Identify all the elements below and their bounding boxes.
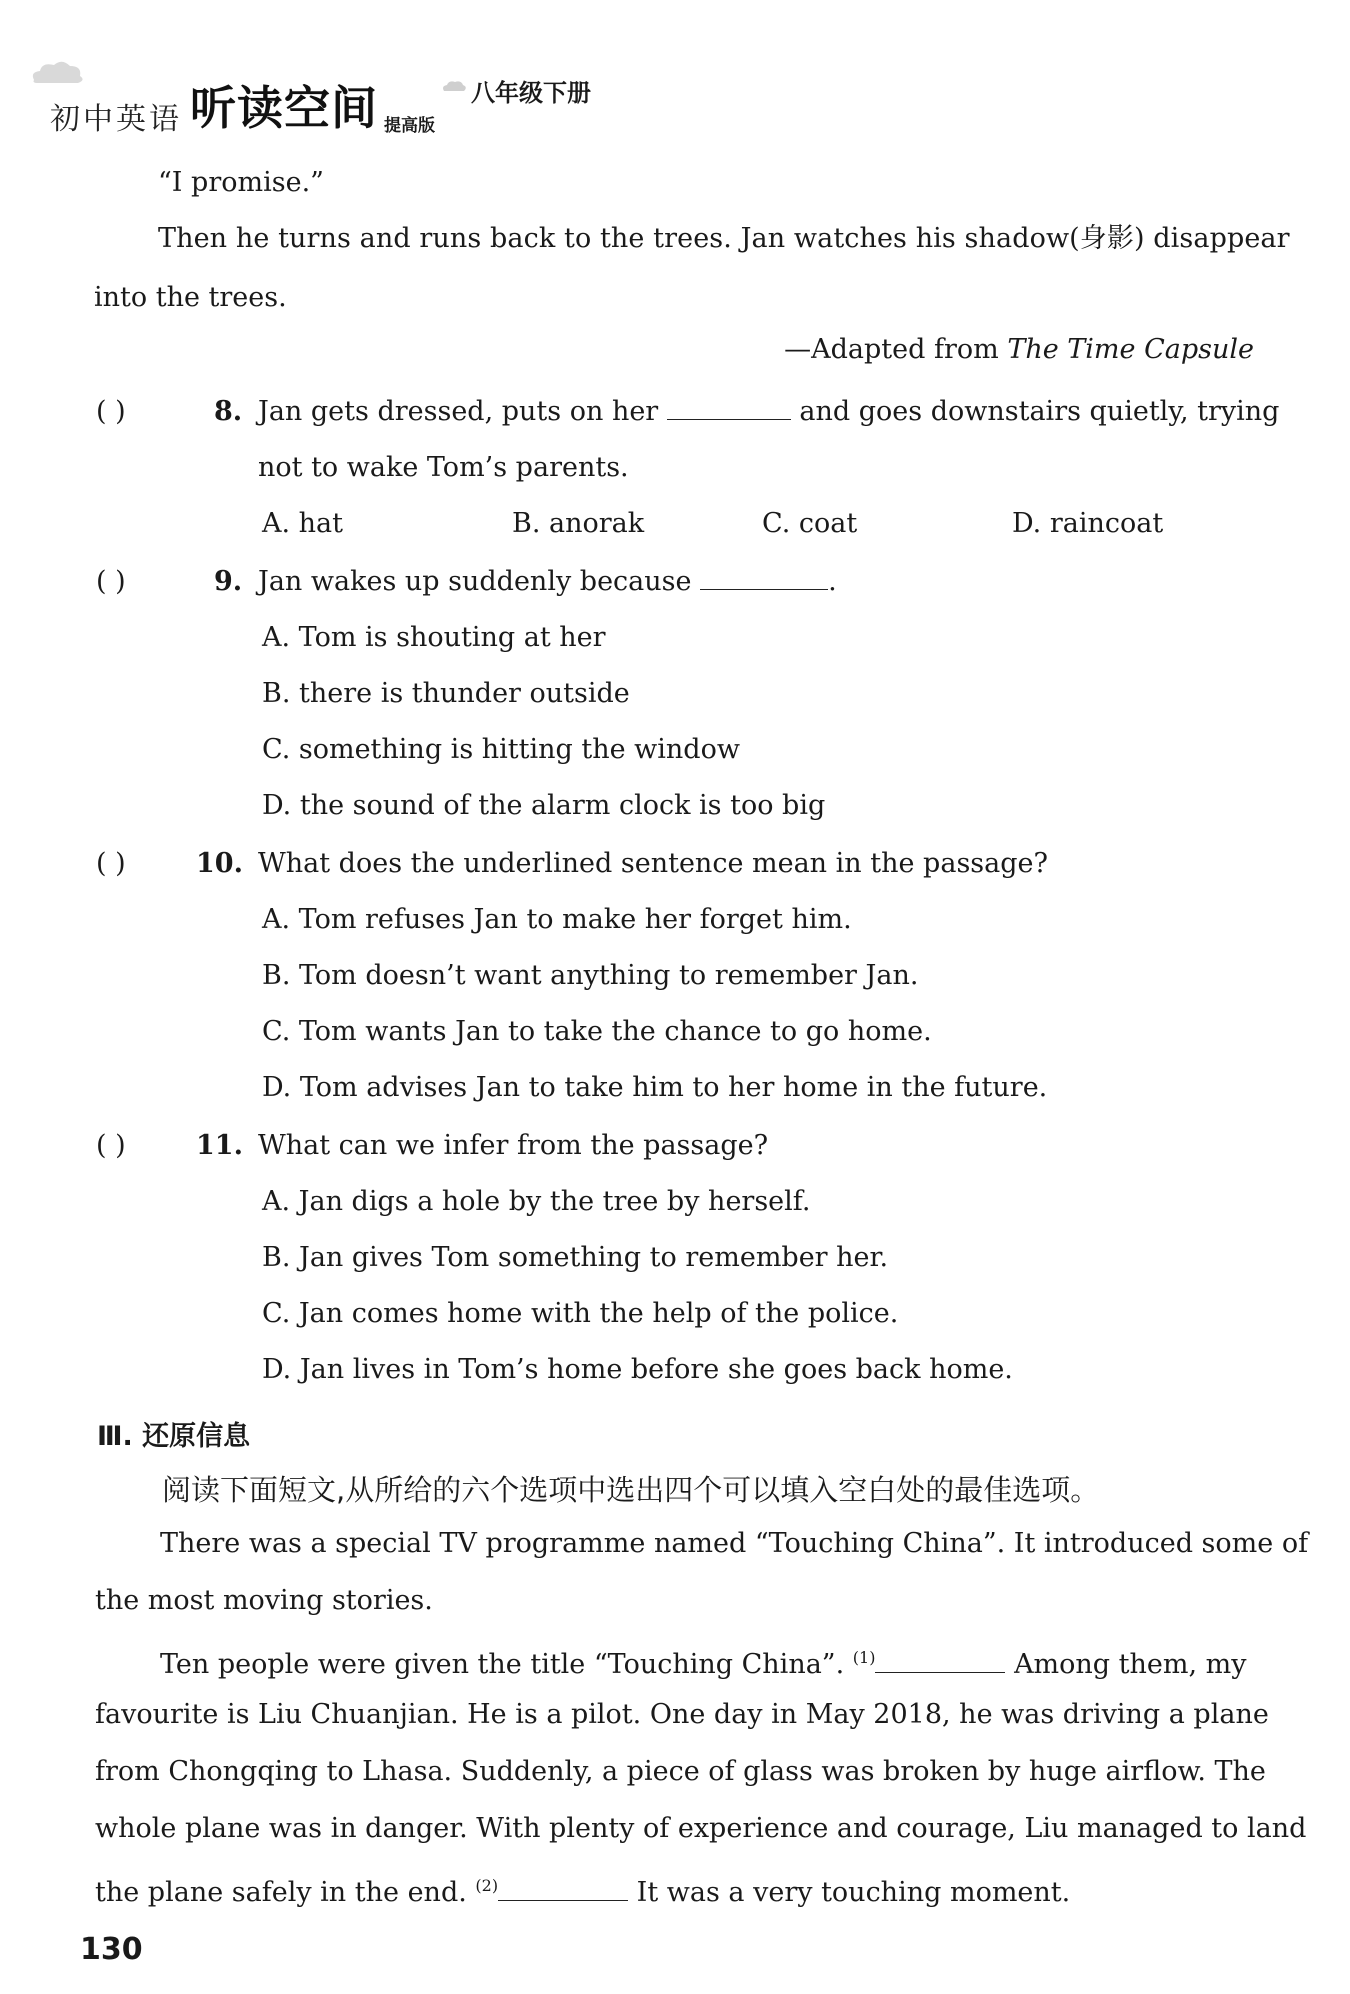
text-segment: Ten people were given the title “Touching China”.	[160, 1649, 845, 1680]
answer-bracket[interactable]: ( )	[96, 396, 126, 427]
answer-blank[interactable]	[875, 1672, 1005, 1673]
grade-label	[471, 73, 591, 108]
question-text-after: and goes downstairs quietly, trying	[799, 396, 1280, 427]
option-b[interactable]: B. Jan gives Tom something to remember her.	[262, 1242, 889, 1273]
brand-main: 初中英语	[50, 102, 182, 137]
option-b[interactable]: B. there is thunder outside	[262, 678, 630, 709]
answer-bracket[interactable]: ( )	[96, 848, 126, 879]
brand-logo: 听读空间	[190, 81, 378, 135]
grade-text: 八年级下册	[471, 79, 591, 107]
option-c[interactable]: C. coat	[762, 508, 858, 539]
option-c[interactable]: C. Jan comes home with the help of the police.	[262, 1298, 899, 1329]
option-a[interactable]: A. Tom refuses Jan to make her forget him.	[262, 904, 852, 935]
section-instruction: 阅读下面短文,从所给的六个选项中选出四个可以填入空白处的最佳选项。	[162, 1473, 1100, 1507]
section-title: Ⅲ. 还原信息	[97, 1421, 251, 1452]
option-d[interactable]: D. the sound of the alarm clock is too big	[262, 790, 826, 821]
source-prefix: —Adapted from	[784, 334, 1008, 365]
cloud-icon	[28, 58, 88, 86]
question-text-before: Jan wakes up suddenly because	[258, 566, 692, 597]
question-text: What can we infer from the passage?	[258, 1130, 769, 1161]
option-b[interactable]: B. Tom doesn’t want anything to remember Jan.	[262, 960, 919, 991]
paragraph-line: the most moving stories.	[95, 1585, 433, 1616]
brand-edition: 提高版	[384, 116, 435, 136]
option-d[interactable]: D. raincoat	[1012, 508, 1164, 539]
question-text: What does the underlined sentence mean in the passage?	[258, 848, 1048, 879]
option-d[interactable]: D. Jan lives in Tom’s home before she goes back home.	[262, 1354, 1013, 1385]
paragraph-line	[160, 1641, 1247, 1682]
passage-quote: “I promise.”	[158, 167, 324, 198]
question-number: 11.	[196, 1130, 243, 1161]
answer-bracket[interactable]: ( )	[96, 566, 126, 597]
option-a[interactable]: A. Tom is shouting at her	[262, 622, 606, 653]
page-number: 130	[80, 1932, 143, 1967]
answer-bracket[interactable]: ( )	[96, 1130, 126, 1161]
source-title: The Time Capsule	[1007, 334, 1254, 365]
blank-marker: (1)	[852, 1648, 876, 1667]
text-segment: Among them, my	[1014, 1649, 1247, 1680]
paragraph-line: whole plane was in danger. With plenty of experience and courage, Liu managed to land	[95, 1813, 1307, 1844]
answer-blank[interactable]	[667, 419, 791, 420]
passage-source	[784, 333, 1254, 367]
question-number: 9.	[214, 566, 243, 597]
paragraph-line: There was a special TV programme named “Touching China”. It introduced some of	[160, 1528, 1309, 1559]
answer-blank[interactable]	[700, 589, 828, 590]
passage-line: into the trees.	[94, 282, 287, 313]
option-c[interactable]: C. something is hitting the window	[262, 734, 740, 765]
blank-marker: (2)	[475, 1876, 499, 1895]
question-number: 8.	[214, 396, 243, 427]
question-text-before: Jan gets dressed, puts on her	[258, 396, 659, 427]
small-cloud-icon	[441, 79, 467, 93]
paragraph-line: from Chongqing to Lhasa. Suddenly, a piece of glass was broken by huge airflow. The	[95, 1756, 1266, 1787]
text-segment: the plane safely in the end.	[95, 1877, 467, 1908]
option-a[interactable]: A. Jan digs a hole by the tree by herself.	[262, 1186, 811, 1217]
option-a[interactable]: A. hat	[262, 508, 343, 539]
answer-blank[interactable]	[498, 1900, 628, 1901]
option-d[interactable]: D. Tom advises Jan to take him to her home in the future.	[262, 1072, 1048, 1103]
paragraph-line: favourite is Liu Chuanjian. He is a pilot. One day in May 2018, he was driving a plane	[95, 1699, 1269, 1730]
question-text-after: .	[828, 566, 837, 597]
option-c[interactable]: C. Tom wants Jan to take the chance to go home.	[262, 1016, 932, 1047]
question-number: 10.	[196, 848, 243, 879]
question-text	[258, 396, 1279, 427]
question-text-line2: not to wake Tom’s parents.	[258, 452, 629, 483]
text-segment: It was a very touching moment.	[636, 1877, 1071, 1908]
option-b[interactable]: B. anorak	[512, 508, 645, 539]
passage-line: Then he turns and runs back to the trees. Jan watches his shadow(身影) disappear	[158, 223, 1290, 254]
paragraph-line	[95, 1869, 1070, 1910]
book-header	[28, 58, 591, 138]
question-text	[258, 566, 837, 597]
